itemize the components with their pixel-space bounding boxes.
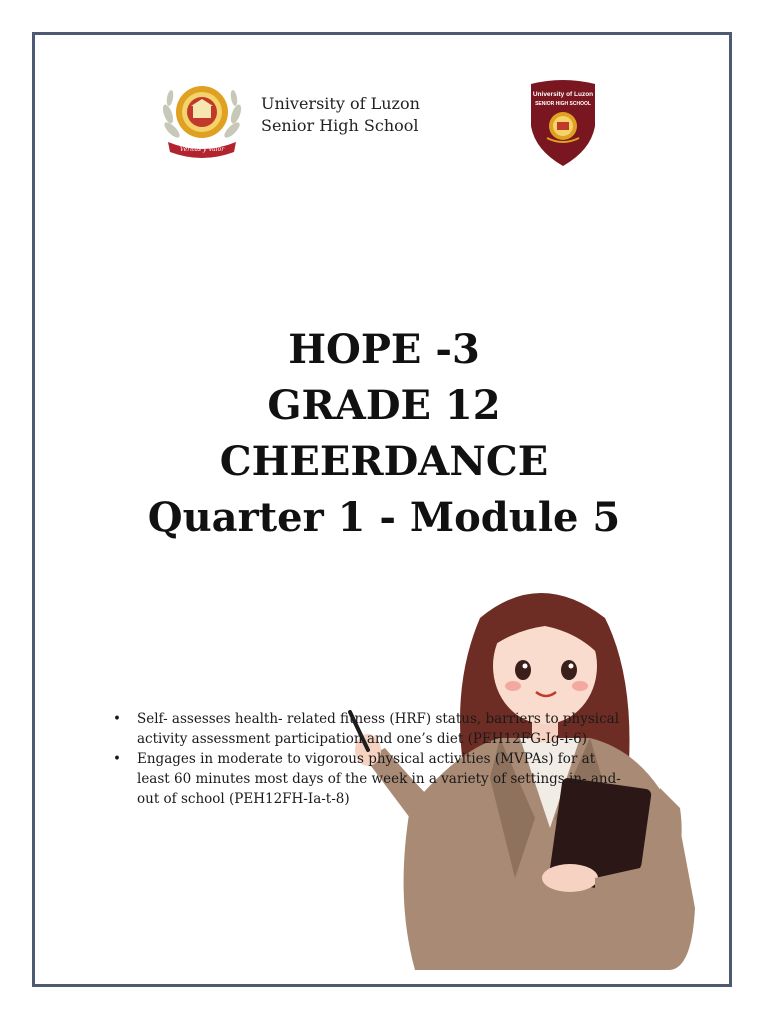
svg-text:Veritas y Valor: Veritas y Valor [179,146,225,153]
svg-text:University of Luzon: University of Luzon [532,91,594,98]
title-line-topic: CHEERDANCE [219,438,549,485]
university-seal-icon [160,80,244,158]
school-name-line1: University of Luzon [261,94,420,113]
svg-text:SENIOR HIGH SCHOOL: SENIOR HIGH SCHOOL [535,101,591,107]
school-name [261,93,420,137]
learning-objectives-list [108,709,628,809]
module-title [0,322,768,546]
shs-shield-icon [527,78,599,168]
list-item: • Engages in moderate to vigorous physical activities (MVPAs) for at least 60 minutes most days of the week in a variety of settings in- and-out of school (PEH12FH-Ia-t-8) [108,749,628,809]
school-name-line2: Senior High School [261,116,419,135]
title-line-module: Quarter 1 - Module 5 [147,494,621,541]
title-line-grade: GRADE 12 [267,382,501,429]
title-line-subject: HOPE -3 [288,326,480,373]
list-item: • Self- assesses health- related fitness (HRF) status, barriers to physical activity assessment participation and one’s diet (PEH12FG-Ig-i-6) [108,709,628,749]
